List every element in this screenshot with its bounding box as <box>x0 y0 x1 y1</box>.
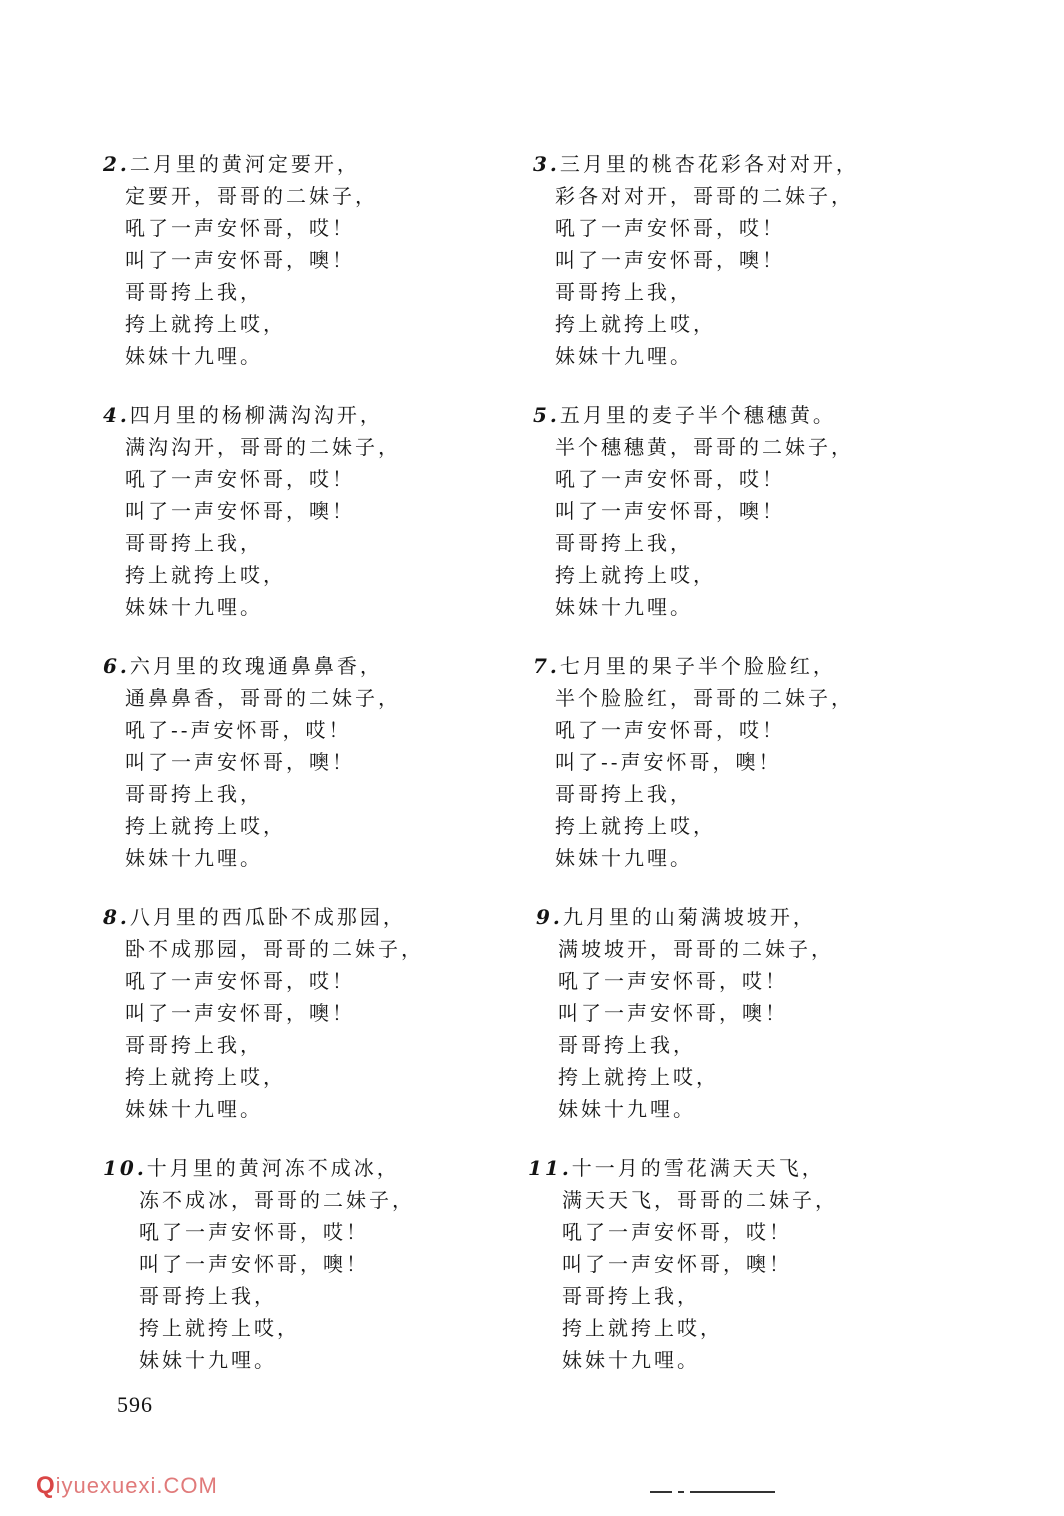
stanza-number: 2. <box>103 152 130 176</box>
stanza-number: 7. <box>533 654 560 678</box>
watermark-text: iyuexuexi.COM <box>55 1473 218 1498</box>
stanza-line: 叫了一声安怀哥，噢！ <box>555 248 785 272</box>
stanza-line: 彩各对对开，哥哥的二妹子， <box>555 184 854 208</box>
stanza-line: 妹妹十九哩。 <box>125 1097 263 1121</box>
stanza-line: 哥哥挎上我， <box>125 531 263 555</box>
stanza-line: 妹妹十九哩。 <box>562 1348 700 1372</box>
stanza-line: 吼了一声安怀哥，哎！ <box>139 1220 369 1244</box>
stanza-line: 吼了一声安怀哥，哎！ <box>125 467 355 491</box>
stanza-line: 哥哥挎上我， <box>139 1284 277 1308</box>
stanza-line: 吼了一声安怀哥，哎！ <box>555 216 785 240</box>
page-number: 596 <box>117 1392 153 1417</box>
stanza-number: 5. <box>533 403 560 427</box>
stanza-number: 11. <box>528 1156 572 1180</box>
stanza-line: 叫了一声安怀哥，噢！ <box>562 1252 792 1276</box>
stanza-line: 挎上就挎上哎， <box>555 312 716 336</box>
stanza-number: 4. <box>103 403 130 427</box>
stanza-line: 挎上就挎上哎， <box>125 814 286 838</box>
stanza-line: 叫了--声安怀哥，噢！ <box>555 750 782 774</box>
stanza-line-first: 3.三月里的桃杏花彩各对对开， <box>533 152 859 176</box>
stanza-line: 吼了一声安怀哥，哎！ <box>555 718 785 742</box>
stanza-line-first: 2.二月里的黄河定要开， <box>103 152 360 176</box>
stanza-line: 半个穗穗黄，哥哥的二妹子， <box>555 435 854 459</box>
footer-rule <box>650 1491 672 1493</box>
stanza-line-first: 4.四月里的杨柳满沟沟开， <box>103 403 383 427</box>
stanza-line: 吼了一声安怀哥，哎！ <box>558 969 788 993</box>
stanza-line: 妹妹十九哩。 <box>555 595 693 619</box>
stanza-line-first: 9.九月里的山菊满坡坡开， <box>536 905 816 929</box>
stanza-line: 挎上就挎上哎， <box>125 312 286 336</box>
stanza-number: 3. <box>533 152 560 176</box>
stanza-line: 叫了一声安怀哥，噢！ <box>558 1001 788 1025</box>
stanza-number: 6. <box>103 654 130 678</box>
stanza-line: 满坡坡开，哥哥的二妹子， <box>558 937 834 961</box>
stanza-line: 叫了一声安怀哥，噢！ <box>125 1001 355 1025</box>
stanza-line: 哥哥挎上我， <box>125 782 263 806</box>
stanza-line: 卧不成那园，哥哥的二妹子， <box>125 937 424 961</box>
stanza-line: 挎上就挎上哎， <box>125 563 286 587</box>
stanza-line: 挎上就挎上哎， <box>139 1316 300 1340</box>
stanza-line: 挎上就挎上哎， <box>555 814 716 838</box>
stanza-line: 叫了一声安怀哥，噢！ <box>555 499 785 523</box>
stanza-line: 半个脸脸红，哥哥的二妹子， <box>555 686 854 710</box>
stanza-line: 吼了一声安怀哥，哎！ <box>562 1220 792 1244</box>
stanza-line: 妹妹十九哩。 <box>125 846 263 870</box>
stanza-line: 哥哥挎上我， <box>555 531 693 555</box>
stanza-line: 妹妹十九哩。 <box>139 1348 277 1372</box>
stanza-line: 叫了一声安怀哥，噢！ <box>125 248 355 272</box>
footer-rule <box>690 1491 775 1493</box>
stanza-line-first: 7.七月里的果子半个脸脸红， <box>533 654 836 678</box>
stanza-line: 哥哥挎上我， <box>555 280 693 304</box>
stanza-line: 吼了一声安怀哥，哎！ <box>555 467 785 491</box>
stanza-line: 吼了一声安怀哥，哎！ <box>125 216 355 240</box>
stanza-line: 哥哥挎上我， <box>562 1284 700 1308</box>
stanza-line: 妹妹十九哩。 <box>558 1097 696 1121</box>
stanza-line: 满天天飞，哥哥的二妹子， <box>562 1188 838 1212</box>
stanza-line: 挎上就挎上哎， <box>558 1065 719 1089</box>
stanza-line: 吼了一声安怀哥，哎！ <box>125 969 355 993</box>
stanza-line: 哥哥挎上我， <box>558 1033 696 1057</box>
stanza-line-first: 8.八月里的西瓜卧不成那园， <box>103 905 406 929</box>
stanza-line: 冻不成冰，哥哥的二妹子， <box>139 1188 415 1212</box>
stanza-line: 哥哥挎上我， <box>125 1033 263 1057</box>
stanza-line-first: 6.六月里的玫瑰通鼻鼻香， <box>103 654 383 678</box>
stanza-line: 妹妹十九哩。 <box>125 344 263 368</box>
stanza-line: 叫了一声安怀哥，噢！ <box>125 750 355 774</box>
stanza-line-first: 11.十一月的雪花满天天飞， <box>528 1156 825 1180</box>
stanza-number: 8. <box>103 905 130 929</box>
stanza-line: 满沟沟开，哥哥的二妹子， <box>125 435 401 459</box>
stanza-line: 哥哥挎上我， <box>555 782 693 806</box>
stanza-line: 叫了一声安怀哥，噢！ <box>139 1252 369 1276</box>
stanza-line: 挎上就挎上哎， <box>125 1065 286 1089</box>
stanza-line: 定要开，哥哥的二妹子， <box>125 184 378 208</box>
stanza-line: 吼了--声安怀哥，哎！ <box>125 718 352 742</box>
stanza-number: 10. <box>103 1156 147 1180</box>
site-watermark <box>36 1472 218 1500</box>
watermark-logo-icon: Q <box>36 1472 56 1499</box>
stanza-line-first: 5.五月里的麦子半个穗穗黄。 <box>533 403 836 427</box>
stanza-line: 哥哥挎上我， <box>125 280 263 304</box>
stanza-line: 妹妹十九哩。 <box>125 595 263 619</box>
stanza-number: 9. <box>536 905 563 929</box>
stanza-line: 妹妹十九哩。 <box>555 846 693 870</box>
stanza-line: 挎上就挎上哎， <box>555 563 716 587</box>
stanza-line: 挎上就挎上哎， <box>562 1316 723 1340</box>
footer-rule <box>678 1491 684 1493</box>
stanza-line: 通鼻鼻香，哥哥的二妹子， <box>125 686 401 710</box>
stanza-line: 妹妹十九哩。 <box>555 344 693 368</box>
stanza-line: 叫了一声安怀哥，噢！ <box>125 499 355 523</box>
stanza-line-first: 10.十月里的黄河冻不成冰， <box>103 1156 400 1180</box>
